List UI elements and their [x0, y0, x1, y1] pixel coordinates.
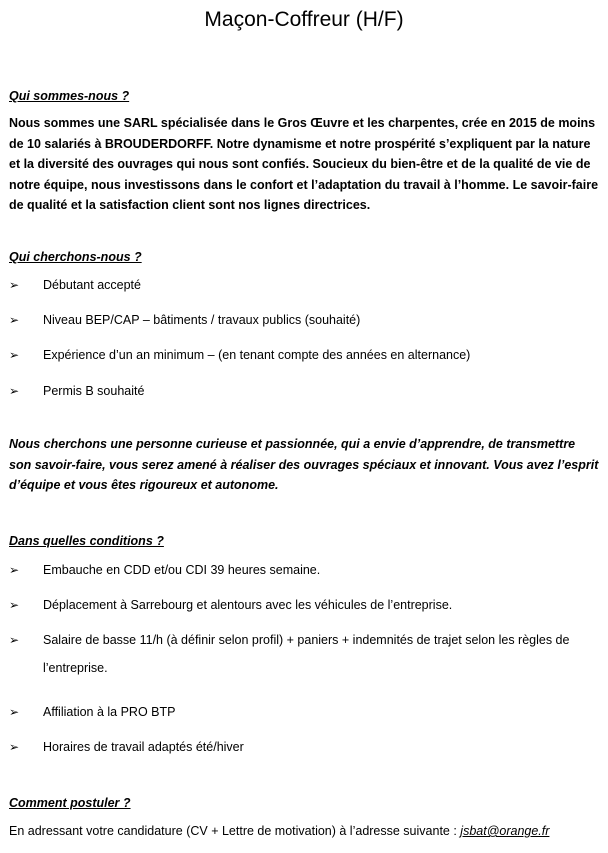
page-title: Maçon-Coffreur (H/F) — [204, 8, 404, 31]
section-heading-who: Qui sommes-nous ? — [9, 89, 130, 103]
list-item-text: Expérience d’un an minimum – (en tenant compte des années en alternance) — [43, 348, 471, 362]
list-item-text: Niveau BEP/CAP – bâtiments / travaux publics (souhaité) — [43, 313, 361, 327]
section-heading-conditions: Dans quelles conditions ? — [9, 534, 164, 548]
section-heading-seeking: Qui cherchons-nous ? — [9, 250, 142, 264]
arrowhead-bullet-icon: ➢ — [9, 313, 20, 327]
arrowhead-bullet-icon: ➢ — [9, 633, 20, 647]
section-heading-apply: Comment postuler ? — [9, 796, 131, 810]
arrowhead-bullet-icon: ➢ — [9, 278, 20, 292]
list-item-text: Affiliation à la PRO BTP — [43, 705, 176, 719]
application-text: En adressant votre candidature (CV + Lettre de motivation) à l’adresse suivante : — [9, 824, 461, 838]
profile-summary: Nous cherchons une personne curieuse et passionnée, qui a envie d’apprendre, de transmettre son savoir-faire, vous serez amené à réaliser des ouvrages spéciaux et innovant. Vous avez l’esprit d’équipe et vous êtes rigoureux et autonome. — [9, 437, 599, 492]
list-item-text: Horaires de travail adaptés été/hiver — [43, 740, 244, 754]
application-instructions — [9, 823, 549, 839]
arrowhead-bullet-icon: ➢ — [9, 598, 20, 612]
arrowhead-bullet-icon: ➢ — [9, 705, 20, 719]
arrowhead-bullet-icon: ➢ — [9, 348, 20, 362]
arrowhead-bullet-icon: ➢ — [9, 563, 20, 577]
arrowhead-bullet-icon: ➢ — [9, 384, 20, 398]
list-item-text: Permis B souhaité — [43, 384, 145, 398]
list-item-text: Embauche en CDD et/ou CDI 39 heures semaine. — [43, 563, 321, 577]
list-item-text: Salaire de basse 11/h (à définir selon profil) + paniers + indemnités de trajet selon les règles de l’entreprise. — [43, 633, 570, 675]
list-item-text: Déplacement à Sarrebourg et alentours avec les véhicules de l’entreprise. — [43, 598, 453, 612]
arrowhead-bullet-icon: ➢ — [9, 740, 20, 754]
email-link[interactable]: jsbat@orange.fr — [460, 824, 550, 838]
company-description: Nous sommes une SARL spécialisée dans le Gros Œuvre et les charpentes, crée en 2015 de moins de 10 salariés à BROUDERDORFF. Notre dynamisme et notre prospérité s’expliquent par la nature et la diversité des ouvrages qui nous sont confiés. Soucieux du bien-être et de la qualité de vie de notre équipe, nous investissons dans le confort et l’adaptation du travail à l’homme. Le savoir-faire de qualité et la satisfaction client sont nos lignes directrices. — [9, 116, 599, 212]
list-item-text: Débutant accepté — [43, 278, 141, 292]
